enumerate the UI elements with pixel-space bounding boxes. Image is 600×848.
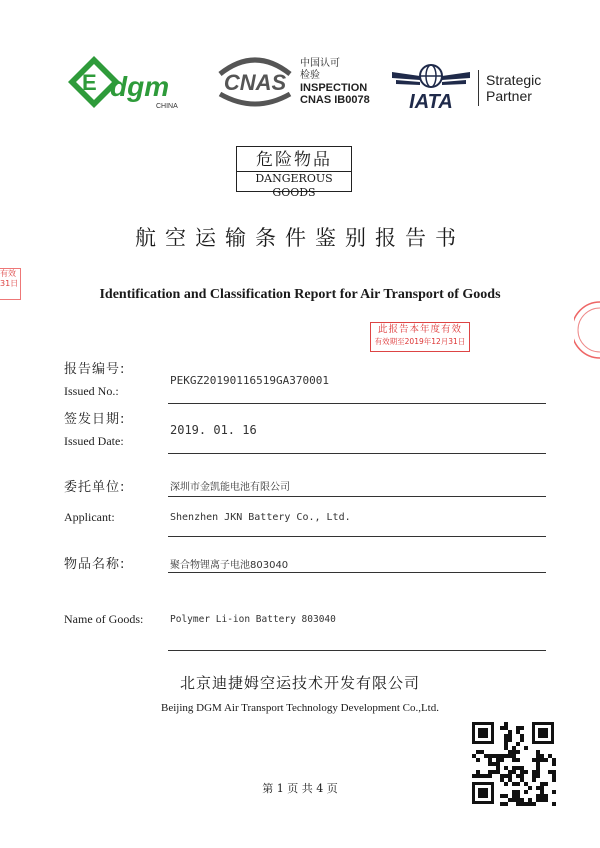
applicant-value-en: Shenzhen JKN Battery Co., Ltd. <box>170 512 351 523</box>
cnas-line2: 检验 <box>300 70 320 81</box>
applicant-label-cn: 委托单位: <box>64 480 126 495</box>
dgm-logo-sub: CHINA <box>156 103 178 110</box>
cnas-logo <box>214 52 296 108</box>
goods-label-cn: 物品名称: <box>64 557 126 572</box>
dangerous-goods-cn: 危险物品 <box>256 150 332 170</box>
issued-date-label-en: Issued Date: <box>64 434 124 448</box>
cnas-line4: CNAS IB0078 <box>300 94 370 106</box>
report-title-cn: 航空运输条件鉴别报告书 <box>135 226 465 250</box>
cnas-line3: INSPECTION <box>300 82 368 94</box>
edge-stamp-right <box>574 300 600 360</box>
issued-date-label-cn: 签发日期: <box>64 412 126 427</box>
goods-label-en: Name of Goods: <box>64 612 144 626</box>
strategic-partner-text <box>486 72 541 104</box>
issued-date-value: 2019. 01. 16 <box>170 423 257 437</box>
company-name-en: Beijing DGM Air Transport Technology Development Co.,Ltd. <box>161 702 439 714</box>
issued-no-label-en: Issued No.: <box>64 384 119 398</box>
dangerous-goods-en: DANGEROUS GOODS <box>237 171 351 200</box>
applicant-cn-underline <box>168 496 546 497</box>
report-title-en: Identification and Classification Report for Air Transport of Goods <box>99 287 501 302</box>
validity-stamp-line1: 此报告本年度有效 <box>377 324 462 335</box>
cnas-line1: 中国认可 <box>300 58 340 69</box>
page-number: 第 1 页 共 4 页 <box>262 782 338 795</box>
svg-text:E: E <box>82 70 97 95</box>
dgm-logo <box>68 52 200 114</box>
issued-date-underline <box>168 453 546 454</box>
validity-stamp-line2: 有效期至2019年12月31日 <box>374 337 466 346</box>
goods-en-underline <box>168 650 546 651</box>
company-name-cn: 北京迪捷姆空运技术开发有限公司 <box>179 674 420 692</box>
goods-cn-underline <box>168 572 546 573</box>
goods-value-en: Polymer Li-ion Battery 803040 <box>170 614 336 625</box>
issued-no-underline <box>168 403 546 404</box>
dangerous-goods-box <box>236 146 352 199</box>
partner-line1: Strategic <box>486 72 542 88</box>
cnas-logo-text: CNAS <box>223 70 287 95</box>
logo-divider <box>478 70 479 106</box>
edge-stamp-left-line1: 有效 <box>0 269 16 278</box>
dgm-logo-text: dgm <box>110 71 170 102</box>
cnas-accreditation-text <box>300 58 370 106</box>
issued-no-value: PEKGZ20190116519GA370001 <box>170 374 329 387</box>
partner-line2: Partner <box>486 88 532 104</box>
applicant-en-underline <box>168 536 546 537</box>
iata-logo <box>390 58 472 110</box>
goods-value-cn: 聚合物锂离子电池803040 <box>170 560 289 571</box>
iata-logo-text: IATA <box>409 91 453 110</box>
applicant-label-en: Applicant: <box>64 510 115 524</box>
issued-no-label-cn: 报告编号: <box>64 362 126 377</box>
edge-stamp-left-line2: 31日 <box>0 279 19 288</box>
validity-stamp <box>370 322 470 352</box>
applicant-value-cn: 深圳市金凯能电池有限公司 <box>170 482 290 493</box>
edge-stamp-left <box>0 268 21 300</box>
